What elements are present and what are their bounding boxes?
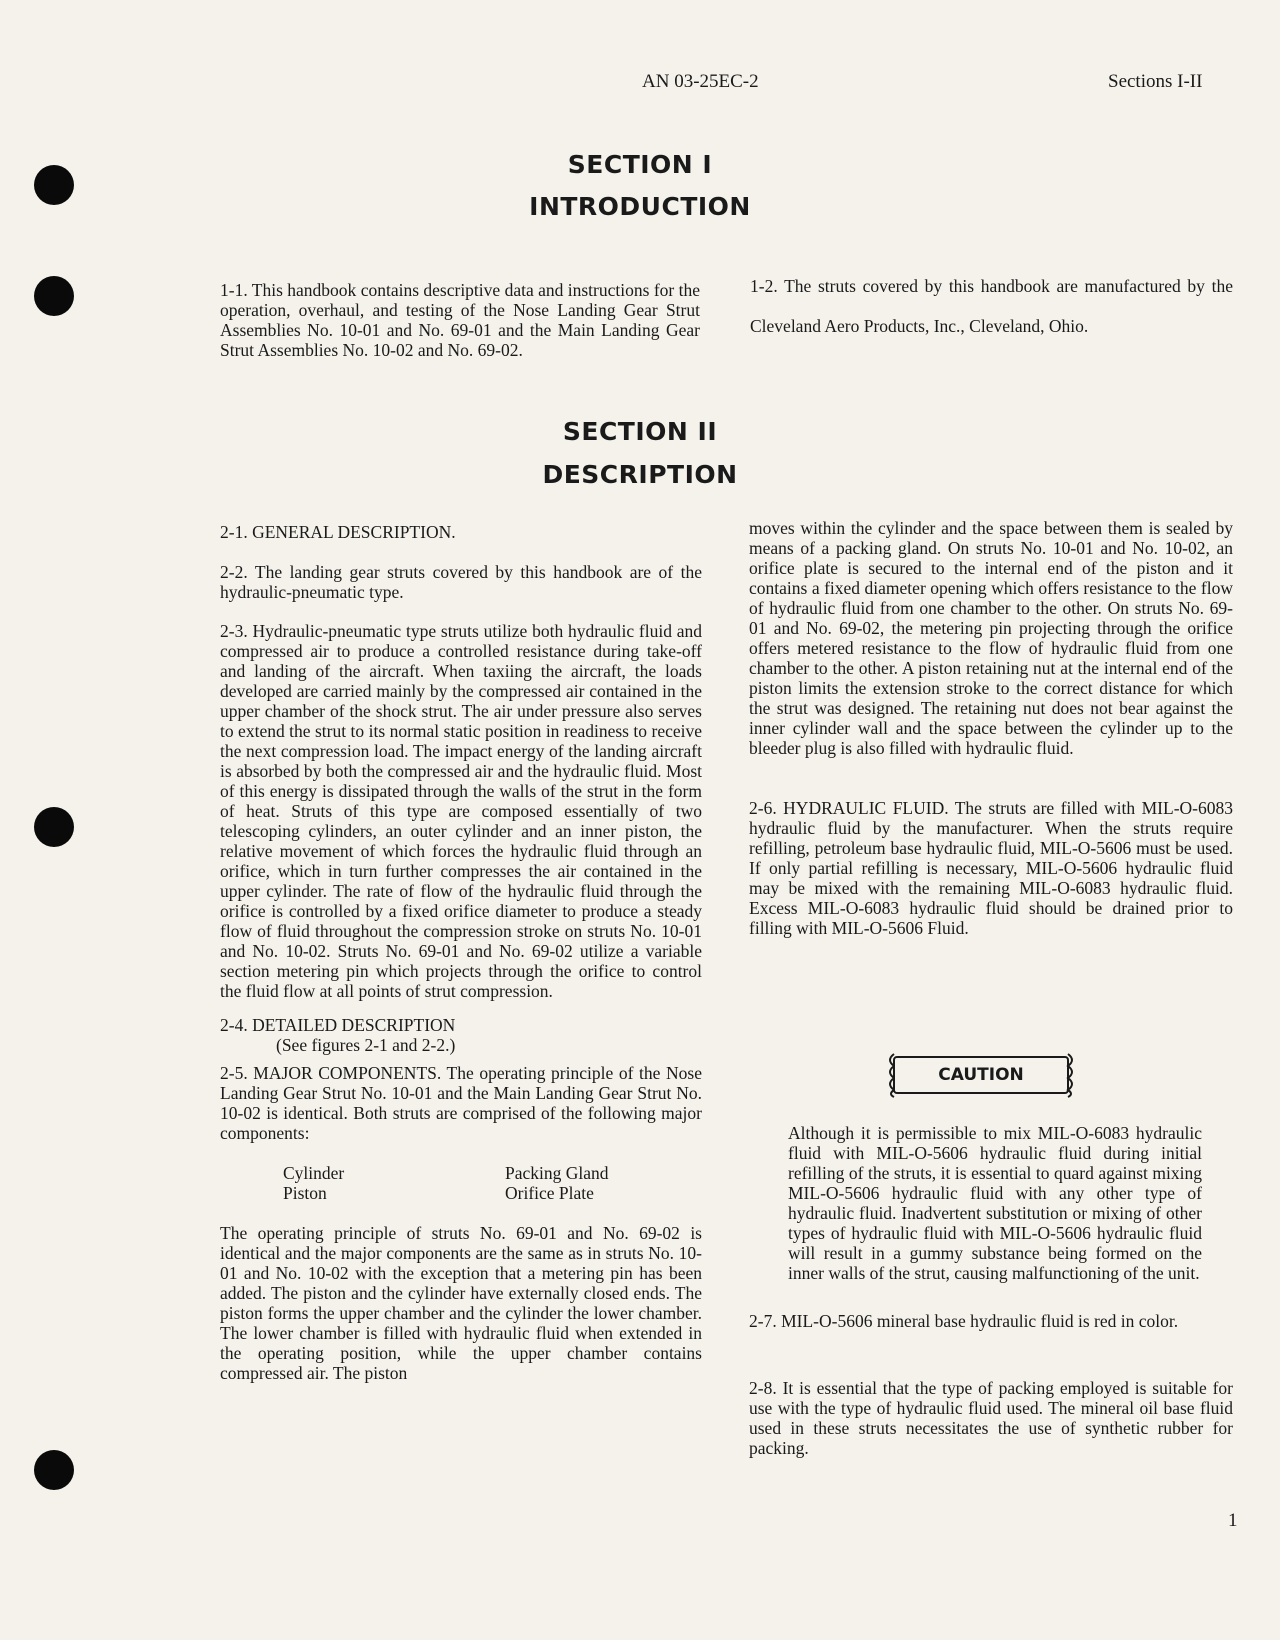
caution-text: Although it is permissible to mix MIL-O-6083 hydraulic fluid with MIL-O-5606 hydraulic fluid during initial refilling of the struts, it is essential to quard against mixing MIL-O-5606 hydraulic fluid with any other type of hydraulic fluid. Inadvertent substitution or mixing of other types of hydraulic fluid with MIL-O-5606 hydraulic fluid will result in a gummy substance being formed on the inner walls of the strut, causing malfunctioning of the unit.	[788, 1123, 1202, 1283]
component-item: Packing Gland	[505, 1163, 609, 1183]
caution-label: CAUTION	[893, 1056, 1069, 1094]
right-column	[749, 518, 1233, 938]
paragraph-2-5-continued: The operating principle of struts No. 69-01 and No. 69-02 is identical and the major components are the same as in struts No. 10-01 and No. 10-02 with the exception that a metering pin has been added. The piston and the cylinder have externally closed ends. The piston forms the upper chamber and the cylinder the lower chamber. The lower chamber is filled with hydraulic fluid when extended in the operating position, while the upper chamber contains compressed air. The piston	[220, 1223, 702, 1383]
section-1-label: SECTION I	[567, 150, 713, 179]
component-item: Orifice Plate	[505, 1183, 594, 1203]
paragraph-2-6: 2-6. HYDRAULIC FLUID. The struts are filled with MIL-O-6083 hydraulic fluid by the manufacturer. When the struts require refilling, petroleum base hydraulic fluid, MIL-O-5606 must be used. If only partial refilling is necessary, MIL-O-5606 hydraulic fluid may be mixed with the remaining MIL-O-6083 hydraulic fluid. Excess MIL-O-6083 hydraulic fluid should be drained prior to filling with MIL-O-5606 Fluid.	[749, 798, 1233, 938]
section-1-title: INTRODUCTION	[529, 192, 751, 221]
page-number: 1	[1228, 1510, 1238, 1531]
paragraph-2-2: 2-2. The landing gear struts covered by this handbook are of the hydraulic-pneumatic type.	[220, 562, 702, 602]
sections-reference: Sections I-II	[1108, 71, 1203, 92]
section-2-title: DESCRIPTION	[542, 460, 738, 489]
document-number: AN 03-25EC-2	[642, 71, 759, 92]
component-item: Cylinder	[283, 1163, 345, 1183]
paragraph-1-1: 1-1. This handbook contains descriptive data and instructions for the operation, overhaul, and testing of the Nose Landing Gear Strut Assemblies No. 10-01 and No. 69-01 and the Main Landing Gear Strut Assemblies No. 10-02 and No. 69-02.	[220, 280, 700, 360]
paragraph-2-5-continued-right: moves within the cylinder and the space between them is sealed by means of a packing gland. On struts No. 10-01 and No. 10-02, an orifice plate is secured to the internal end of the piston and it contains a fixed diameter opening which offers resistance to the flow of hydraulic fluid from one chamber to the other. On struts No. 69-01 and No. 69-02, the metering pin projecting through the orifice offers metered resistance to the flow of hydraulic fluid from one chamber to the other. A piston retaining nut at the internal end of the piston limits the extension stroke to the correct distance for which the strut was designed. The retaining nut does not bear against the inner cylinder wall and the space between the cylinder up to the bleeder plug is also filled with hydraulic fluid.	[749, 518, 1233, 758]
caution-wave-right	[1062, 1052, 1078, 1098]
paragraph-1-2: 1-2. The struts covered by this handbook are manufactured by the Cleveland Aero Products, Inc., Cleveland, Ohio.	[750, 276, 1233, 336]
paragraph-2-4: 2-4. DETAILED DESCRIPTION	[220, 1015, 456, 1035]
paragraph-2-8: 2-8. It is essential that the type of packing employed is suitable for use with the type of hydraulic fluid used. The mineral oil base fluid used in these struts necessitates the use of synthetic rubber for packing.	[749, 1378, 1233, 1458]
paragraph-2-7: 2-7. MIL-O-5606 mineral base hydraulic fluid is red in color.	[749, 1311, 1179, 1331]
binder-hole	[34, 807, 74, 847]
paragraph-2-5: 2-5. MAJOR COMPONENTS. The operating principle of the Nose Landing Gear Strut No. 10-01 and the Main Landing Gear Strut No. 10-02 is identical. Both struts are comprised of the following major components:	[220, 1063, 702, 1143]
component-item: Piston	[283, 1183, 327, 1203]
section-2-label: SECTION II	[562, 417, 718, 446]
left-column	[220, 522, 702, 1383]
binder-hole	[34, 1450, 74, 1490]
paragraph-2-4-reference: (See figures 2-1 and 2-2.)	[276, 1035, 456, 1055]
paragraph-2-1: 2-1. GENERAL DESCRIPTION.	[220, 522, 456, 542]
paragraph-2-3: 2-3. Hydraulic-pneumatic type struts utilize both hydraulic fluid and compressed air to produce a controlled resistance during take-off and landing of the aircraft. When taxiing the aircraft, the loads developed are carried mainly by the compressed air contained in the upper chamber of the shock strut. The air under pressure also serves to extend the strut to its normal static position in readiness to receive the next compression load. The impact energy of the landing aircraft is absorbed by both the compressed air and the hydraulic fluid. Most of this energy is dissipated through the walls of the strut in the form of heat. Struts of this type are composed essentially of two telescoping cylinders, an outer cylinder and an inner piston, the relative movement of which forces the hydraulic fluid through an orifice, which in turn further compresses the air contained in the upper cylinder. The rate of flow of the hydraulic fluid through the orifice is controlled by a fixed orifice diameter to produce a steady flow of fluid throughout the compression stroke on struts No. 10-01 and No. 10-02. Struts No. 69-01 and No. 69-02 utilize a variable section metering pin which projects through the orifice to control the fluid flow at all points of strut compression.	[220, 621, 702, 1001]
binder-hole	[34, 276, 74, 316]
components-list	[283, 1163, 702, 1203]
